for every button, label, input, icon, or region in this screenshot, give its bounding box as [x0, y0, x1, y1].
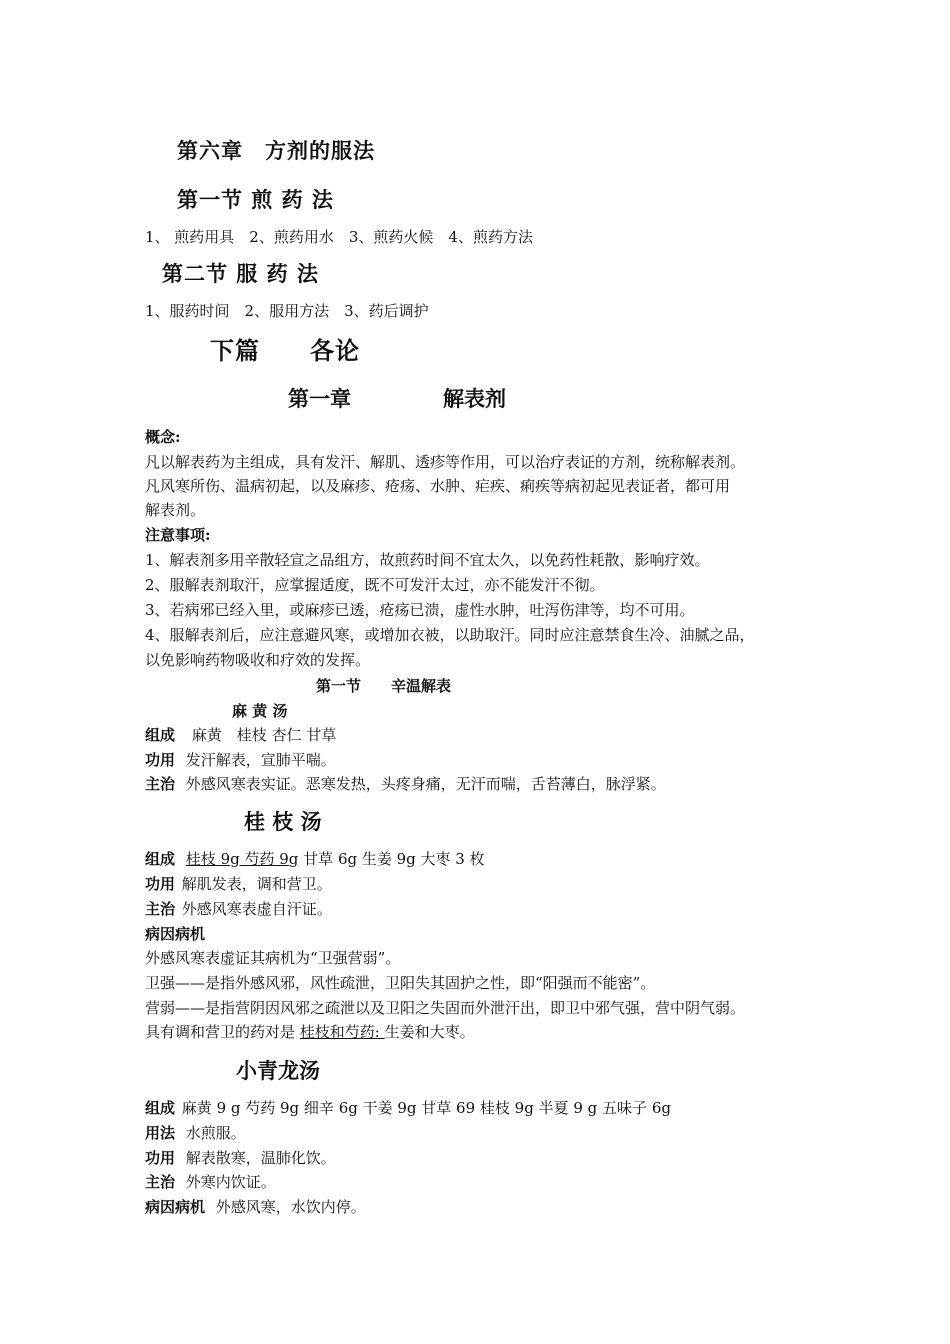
mahuang-composition — [145, 725, 336, 745]
indication-label: 主治 — [145, 900, 176, 918]
composition-text: 甘草 6g 生姜 9g 大枣 3 枚 — [298, 850, 485, 868]
function-label: 功用 — [145, 1149, 176, 1167]
xiaoqinglong-indication — [145, 1172, 276, 1192]
note-line: 1、解表剂多用辛散轻宣之品组方，故煎药时间不宜太久，以免药性耗散，影响疗效。 — [145, 551, 710, 569]
guizhi-composition — [145, 849, 485, 869]
xiaoqinglong-function — [145, 1148, 336, 1168]
section-xinwen-title: 第一节 辛温解表 — [316, 677, 452, 695]
mechanism-line: 卫强——是指外感风邪，风性疏泄，卫阳失其固护之性，即“阳强而不能密”。 — [145, 974, 656, 992]
chapter-1-title-left: 第一章 — [288, 386, 351, 411]
function-label: 功用 — [145, 751, 176, 769]
mahuang-title: 麻 黄 汤 — [232, 702, 288, 720]
composition-label: 组成 — [145, 726, 176, 744]
function-text: 解肌发表，调和营卫。 — [181, 875, 332, 893]
mechanism-text: 外感风寒，水饮内停。 — [215, 1198, 366, 1216]
xiaoqinglong-composition — [145, 1098, 671, 1118]
note-line: 4、服解表剂后，应注意避风寒，或增加衣被，以助取汗。同时应注意禁食生冷、油腻之品， — [145, 626, 755, 644]
section-decoction-title: 第一节 煎 药 法 — [177, 187, 334, 212]
composition-label: 组成 — [145, 1099, 176, 1117]
notes-label: 注意事项: — [145, 526, 211, 544]
note-line: 以免影响药物吸收和疗效的发挥。 — [145, 651, 371, 669]
mahuang-indication — [145, 774, 666, 794]
indication-label: 主治 — [145, 775, 176, 793]
composition-text: 麻黄 9 g 芍药 9g 细辛 6g 干姜 9g 甘草 69 桂枝 9g 半夏 9 g 五味子 6g — [181, 1099, 671, 1117]
chapter-1-title-right: 解表剂 — [443, 386, 506, 411]
composition-label: 组成 — [145, 850, 176, 868]
mechanism-label: 病因病机 — [145, 1198, 206, 1216]
concept-line: 解表剂。 — [145, 501, 206, 519]
harmony-prefix: 具有调和营卫的药对是 — [145, 1023, 300, 1041]
administration-items: 1、服药时间 2、服用方法 3、药后调护 — [145, 302, 429, 320]
harmony-underlined: 桂枝和芍药: — [299, 1023, 385, 1041]
mahuang-function — [145, 750, 336, 770]
xiaoqinglong-mechanism — [145, 1197, 366, 1217]
function-text: 解表散寒，温肺化饮。 — [185, 1149, 336, 1167]
part-2-title: 下篇 各论 — [210, 336, 360, 365]
indication-label: 主治 — [145, 1173, 176, 1191]
decoction-items: 1、 煎药用具 2、煎药用水 3、煎药火候 4、煎药方法 — [145, 228, 533, 246]
mechanism-line: 外感风寒表虚证其病机为“卫强营弱”。 — [145, 949, 401, 967]
indication-text: 外感风寒表虚自汗证。 — [181, 900, 332, 918]
indication-text: 外寒内饮证。 — [185, 1173, 276, 1191]
indication-text: 外感风寒表实证。恶寒发热，头疼身痛，无汗而喘，舌苔薄白，脉浮紧。 — [185, 775, 666, 793]
section-administration-title: 第二节 服 药 法 — [162, 261, 319, 286]
concept-line: 凡以解表药为主组成，具有发汗、解肌、透疹等作用，可以治疗表证的方剂，统称解表剂。 — [145, 453, 746, 471]
mechanism-line: 营弱——是指营阴因风邪之疏泄以及卫阳之失固而外泄汗出，即卫中邪气强，营中阴气弱。 — [145, 999, 746, 1017]
function-label: 功用 — [145, 875, 176, 893]
function-text: 发汗解表，宣肺平喘。 — [185, 751, 336, 769]
guizhi-mechanism-label: 病因病机 — [145, 925, 206, 943]
note-line: 2、服解表剂取汗，应掌握适度，既不可发汗太过，亦不能发汗不彻。 — [145, 576, 605, 594]
guizhi-harmony-pair — [145, 1022, 475, 1042]
harmony-suffix: 生姜和大枣。 — [384, 1023, 475, 1041]
composition-underlined: 桂枝 9g 芍药 9g — [185, 850, 299, 868]
xiaoqinglong-title: 小青龙汤 — [236, 1058, 320, 1083]
usage-label: 用法 — [145, 1124, 176, 1142]
guizhi-function — [145, 874, 332, 894]
usage-text: 水煎服。 — [185, 1124, 246, 1142]
composition-text: 麻黄 桂枝 杏仁 甘草 — [191, 726, 337, 744]
chapter-6-title: 第六章 方剂的服法 — [177, 138, 375, 163]
guizhi-indication — [145, 899, 332, 919]
concept-label: 概念: — [145, 428, 181, 446]
guizhi-title: 桂 枝 汤 — [244, 809, 322, 834]
note-line: 3、若病邪已经入里，或麻疹已透，疮疡已溃，虚性水肿，吐泻伤津等，均不可用。 — [145, 601, 695, 619]
xiaoqinglong-usage — [145, 1123, 246, 1143]
concept-line: 凡风寒所伤、温病初起，以及麻疹、疮疡、水肿、疟疾、痢疾等病初起见表证者，都可用 — [145, 477, 731, 495]
